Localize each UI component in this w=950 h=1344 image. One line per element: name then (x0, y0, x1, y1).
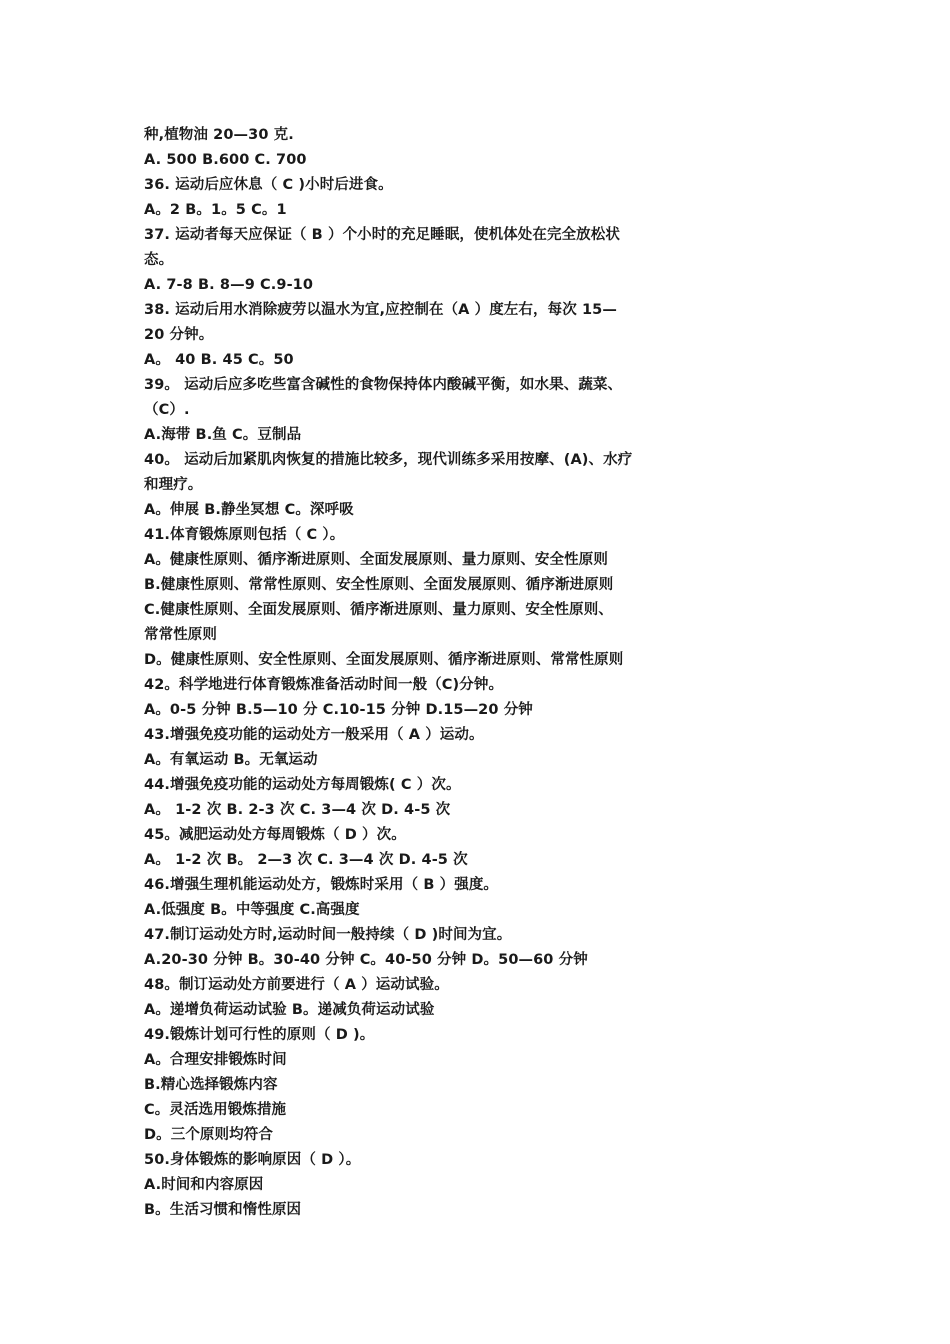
question-39: 39。 运动后应多吃些富含碱性的食物保持体内酸碱平衡，如水果、蔬菜、 (144, 377, 623, 393)
question-41: 41.体育锻炼原则包括（ C ）。 (144, 527, 345, 543)
answer-option-a: A。合理安排锻炼时间 (144, 1052, 287, 1068)
question-40: 40。 运动后加紧肌肉恢复的措施比较多，现代训练多采用按摩、(A)、水疗 (144, 452, 633, 468)
answer-option-c: C。灵活选用锻炼措施 (144, 1102, 287, 1118)
question-49: 49.锻炼计划可行性的原则（ D )。 (144, 1027, 375, 1043)
question-38-continued: 20 分钟。 (144, 327, 214, 343)
answer-option-b: B.精心选择锻炼内容 (144, 1077, 278, 1093)
answer-options: A。有氧运动 B。无氧运动 (144, 752, 318, 768)
question-45: 45。减肥运动处方每周锻炼（ D ）次。 (144, 827, 406, 843)
answer-option-a: A。健康性原则、循序渐进原则、全面发展原则、量力原则、安全性原则 (144, 552, 608, 568)
answer-options: A。 1-2 次 B。 2—3 次 C. 3—4 次 D. 4-5 次 (144, 852, 468, 868)
question-44: 44.增强免疫功能的运动处方每周锻炼( C ）次。 (144, 777, 461, 793)
answer-options: A。 40 B. 45 C。50 (144, 352, 294, 368)
answer-options: A.20-30 分钟 B。30-40 分钟 C。40-50 分钟 D。50—60 分钟 (144, 952, 588, 968)
answer-option-d: D。三个原则均符合 (144, 1127, 273, 1143)
question-48: 48。制订运动处方前要进行（ A ）运动试验。 (144, 977, 449, 993)
question-42: 42。科学地进行体育锻炼准备活动时间一般（C)分钟。 (144, 677, 504, 693)
answer-option-a: A.时间和内容原因 (144, 1177, 264, 1193)
answer-option-b: B.健康性原则、常常性原则、安全性原则、全面发展原则、循序渐进原则 (144, 577, 614, 593)
text-line: 种,植物油 20—30 克. (144, 127, 294, 143)
answer-options: A。 1-2 次 B. 2-3 次 C. 3—4 次 D. 4-5 次 (144, 802, 451, 818)
answer-options: A。递增负荷运动试验 B。递减负荷运动试验 (144, 1002, 435, 1018)
question-38: 38. 运动后用水消除疲劳以温水为宜,应控制在（A ）度左右，每次 15— (144, 302, 617, 318)
answer-options: A。0-5 分钟 B.5—10 分 C.10-15 分钟 D.15—20 分钟 (144, 702, 533, 718)
question-37: 37. 运动者每天应保证（ B ）个小时的充足睡眠，使机体处在完全放松状 (144, 227, 620, 243)
answer-options: A。2 B。1。5 C。1 (144, 202, 287, 218)
question-37-continued: 态。 (144, 252, 174, 268)
question-40-continued: 和理疗。 (144, 477, 203, 493)
answer-options: A.海带 B.鱼 C。豆制品 (144, 427, 302, 443)
document-text (144, 123, 704, 1223)
question-36: 36. 运动后应休息（ C )小时后进食。 (144, 177, 393, 193)
question-39-continued: （C）. (144, 402, 190, 418)
question-50: 50.身体锻炼的影响原因（ D ）。 (144, 1152, 361, 1168)
answer-options: A. 7-8 B. 8—9 C.9-10 (144, 277, 314, 293)
answer-options: A. 500 B.600 C. 700 (144, 152, 307, 168)
question-47: 47.制订运动处方时,运动时间一般持续（ D )时间为宜。 (144, 927, 512, 943)
question-43: 43.增强免疫功能的运动处方一般采用（ A ）运动。 (144, 727, 484, 743)
answer-option-d: D。健康性原则、安全性原则、全面发展原则、循序渐进原则、常常性原则 (144, 652, 624, 668)
answer-option-c: C.健康性原则、全面发展原则、循序渐进原则、量力原则、安全性原则、 (144, 602, 613, 618)
answer-option-c-continued: 常常性原则 (144, 627, 217, 643)
question-46: 46.增强生理机能运动处方，锻炼时采用（ B ）强度。 (144, 877, 499, 893)
answer-option-b: B。生活习惯和惰性原因 (144, 1202, 302, 1218)
answer-options: A。伸展 B.静坐冥想 C。深呼吸 (144, 502, 354, 518)
answer-options: A.低强度 B。中等强度 C.高强度 (144, 902, 360, 918)
